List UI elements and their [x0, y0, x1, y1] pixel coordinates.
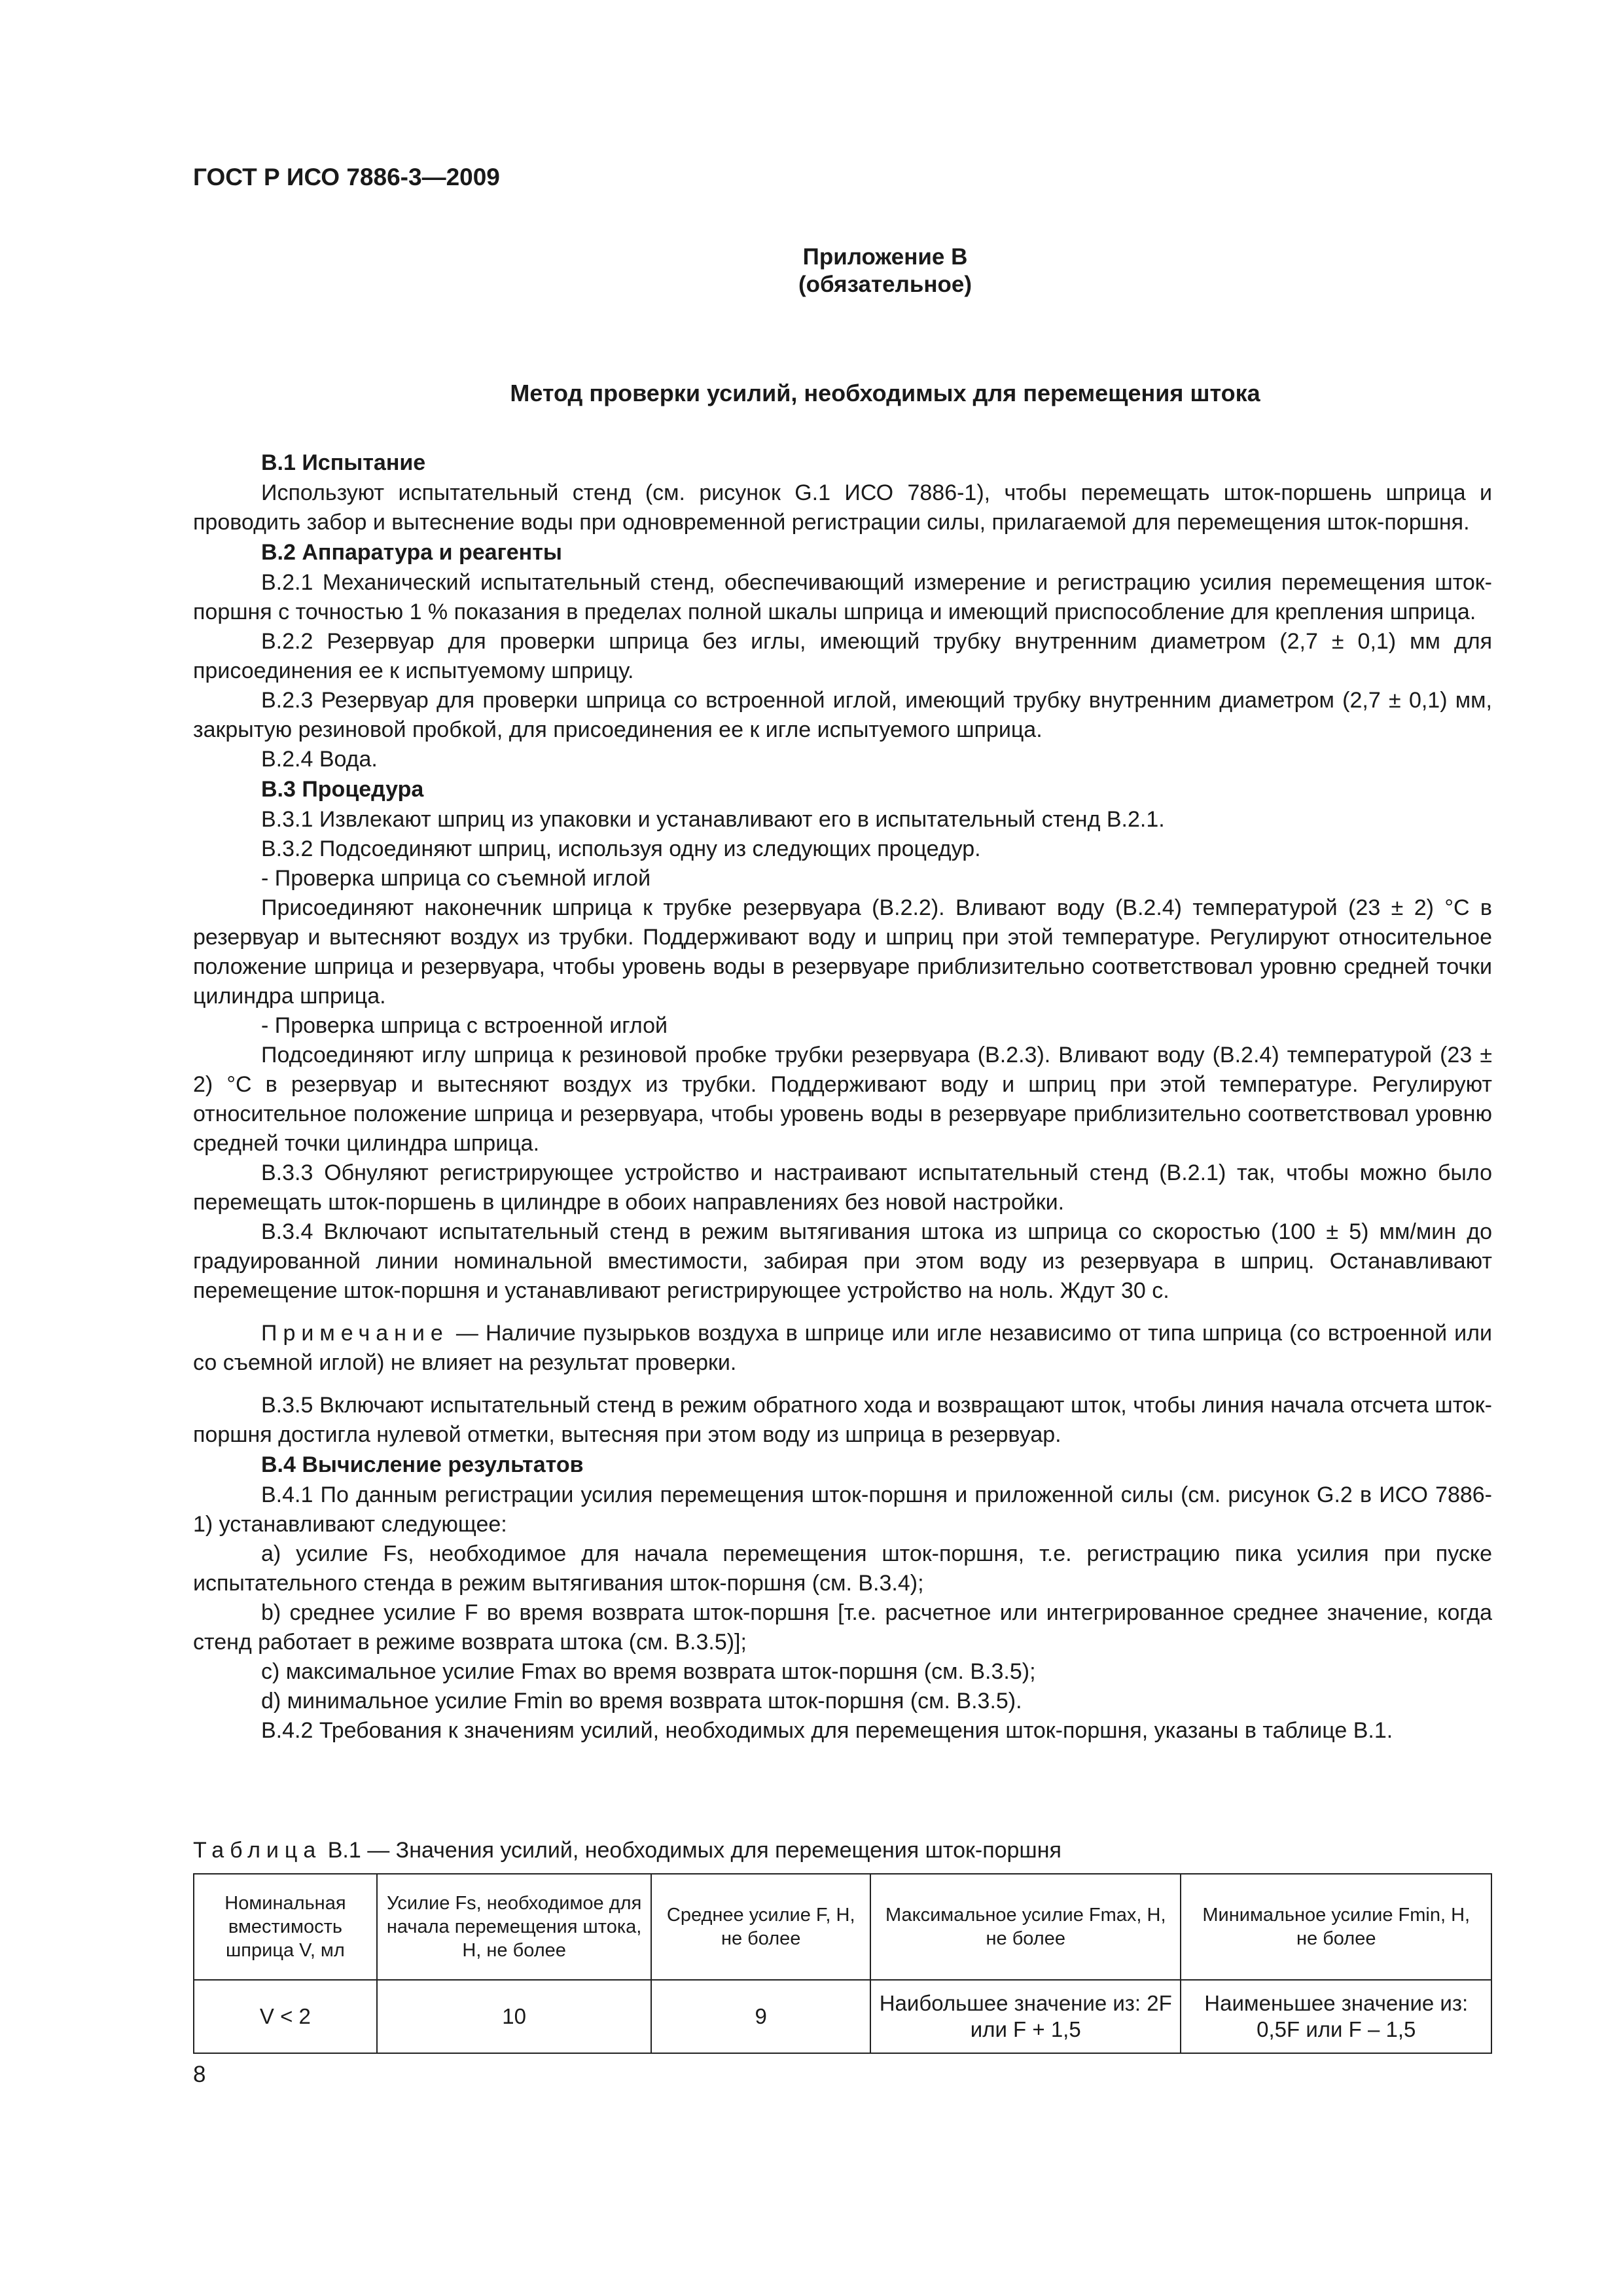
clause-b3-2: В.3.2 Подсоединяют шприц, используя одну из следующих процедур.	[261, 836, 981, 861]
table-cell: Наибольшее значение из: 2F или F + 1,5	[870, 1980, 1181, 2053]
table-cell: 9	[651, 1980, 870, 2053]
clause-b2-1: В.2.1 Механический испытательный стенд, обеспечивающий измерение и регистрацию усилия перемещения шток-поршня с точностью 1 % показания в пределах полной шкалы шприца и имеющий приспособление для крепления шприца.	[193, 570, 1492, 624]
document-page	[193, 0, 1492, 2296]
clause-b2-2: В.2.2 Резервуар для проверки шприца без иглы, имеющий трубку внутренним диаметром (2,7 ± 0,1) мм для присоединения ее к испытуемому шприцу.	[193, 629, 1492, 683]
column-header-capacity: Номинальная вместимость шприца V, мл	[194, 1874, 377, 1980]
appendix-heading	[236, 243, 1535, 298]
document-code: ГОСТ Р ИСО 7886-3—2009	[193, 164, 500, 190]
table-caption	[193, 1838, 1061, 1863]
forces-table	[193, 1873, 1492, 2054]
list-item-removable-needle: - Проверка шприца со съемной иглой	[261, 866, 651, 891]
appendix-title: Приложение В	[802, 244, 968, 270]
clause-b4-1-c: c) максимальное усилие Fmax во время возврата шток-поршня (см. В.3.5);	[261, 1659, 1036, 1684]
document-body	[193, 448, 1492, 1746]
clause-b2-4: В.2.4 Вода.	[261, 747, 378, 772]
table-cell: Наименьшее значение из: 0,5F или F – 1,5	[1181, 1980, 1491, 2053]
clause-b4-1: В.4.1 По данным регистрации усилия перемещения шток-поршня и приложенной силы (см. рисунок G.2 в ИСО 7886-1) устанавливают следующее:	[193, 1482, 1492, 1537]
fixed-needle-text: Подсоединяют иглу шприца к резиновой пробке трубки резервуара (В.2.3). Вливают воду (В.2.4) температурой (23 ± 2) °С в резервуар и вытесняют воздух из трубки. Поддерживают воду и шприц при этой температуре. Регулируют относительное положение шприца и резервуара, чтобы уровень воды в резервуаре приблизительно соответствовал уровню средней точки цилиндра шприца.	[193, 1043, 1492, 1156]
column-header-max-force: Максимальное усилие Fmax, Н, не более	[870, 1874, 1181, 1980]
section-b3-title: В.3 Процедура	[261, 777, 424, 802]
appendix-status: (обязательное)	[798, 272, 972, 297]
clause-b3-5: В.3.5 Включают испытательный стенд в режим обратного хода и возвращают шток, чтобы линия начала отсчета шток-поршня достигла нулевой отметки, вытесняя при этом воду из шприца в резервуар.	[193, 1393, 1492, 1447]
document-title: Метод проверки усилий, необходимых для перемещения штока	[510, 380, 1260, 406]
table-cell: 10	[377, 1980, 652, 2053]
table-caption-label: Таблица	[193, 1838, 322, 1863]
clause-b4-1-b: b) среднее усилие F во время возврата шток-поршня [т.е. расчетное или интегрированное среднее значение, когда стенд работает в режиме возврата штока (см. В.3.5)];	[193, 1600, 1492, 1655]
column-header-start-force: Усилие Fs, необходимое для начала перемещения штока, Н, не более	[377, 1874, 652, 1980]
section-b1-title: В.1 Испытание	[261, 450, 426, 475]
clause-b3-4: В.3.4 Включают испытательный стенд в режим вытягивания штока из шприца со скоростью (100 ± 5) мм/мин до градуированной линии номинальной вместимости, забирая при этом воду из резервуара в шприц. Останавливают перемещение шток-поршня и устанавливают регистрирующее устройство на ноль. Ждут 30 с.	[193, 1219, 1492, 1303]
clause-b4-1-d: d) минимальное усилие Fmin во время возврата шток-поршня (см. В.3.5).	[261, 1689, 1022, 1713]
section-b2-title: В.2 Аппаратура и реагенты	[261, 540, 562, 565]
note-text: — Наличие пузырьков воздуха в шприце или игле независимо от типа шприца (со встроенной или со съемной иглой) не влияет на результат проверки.	[193, 1321, 1492, 1375]
clause-b4-2: В.4.2 Требования к значениям усилий, необходимых для перемещения шток-поршня, указаны в таблице В.1.	[261, 1718, 1393, 1743]
clause-b3-3: В.3.3 Обнуляют регистрирующее устройство и настраивают испытательный стенд (В.2.1) так, чтобы можно было перемещать шток-поршень в цилиндре в обоих направлениях без новой настройки.	[193, 1160, 1492, 1215]
list-item-fixed-needle: - Проверка шприца с встроенной иглой	[261, 1013, 668, 1038]
clause-b3-1: В.3.1 Извлекают шприц из упаковки и устанавливают его в испытательный стенд В.2.1.	[261, 807, 1165, 832]
section-b1-text: Используют испытательный стенд (см. рисунок G.1 ИСО 7886-1), чтобы перемещать шток-поршень шприца и проводить забор и вытеснение воды при одновременной регистрации силы, прилагаемой для перемещения шток-поршня.	[193, 480, 1492, 535]
clause-b2-3: В.2.3 Резервуар для проверки шприца со встроенной иглой, имеющий трубку внутренним диаметром (2,7 ± 0,1) мм, закрытую резиновой пробкой, для присоединения ее к игле испытуемого шприца.	[193, 688, 1492, 742]
table-cell: V < 2	[194, 1980, 377, 2053]
page-number: 8	[193, 2062, 206, 2087]
removable-needle-text: Присоединяют наконечник шприца к трубке резервуара (В.2.2). Вливают воду (В.2.4) температурой (23 ± 2) °С в резервуар и вытесняют воздух из трубки. Поддерживают воду и шприц при этой температуре. Регулируют относительное положение шприца и резервуара, чтобы уровень воды в резервуаре приблизительно соответствовал уровню средней точки цилиндра шприца.	[193, 895, 1492, 1009]
table-row	[194, 1980, 1491, 2053]
table-header-row	[194, 1874, 1491, 1980]
note-label: Примечание	[261, 1321, 449, 1346]
column-header-min-force: Минимальное усилие Fmin, Н, не более	[1181, 1874, 1491, 1980]
table-caption-text: В.1 — Значения усилий, необходимых для перемещения шток-поршня	[321, 1838, 1061, 1863]
column-header-mean-force: Среднее усилие F, Н, не более	[651, 1874, 870, 1980]
clause-b4-1-a: a) усилие Fs, необходимое для начала перемещения шток-поршня, т.е. регистрацию пика усилия при пуске испытательного стенда в режим вытягивания шток-поршня (см. В.3.4);	[193, 1541, 1492, 1596]
section-b4-title: В.4 Вычисление результатов	[261, 1452, 584, 1477]
note	[193, 1319, 1492, 1378]
